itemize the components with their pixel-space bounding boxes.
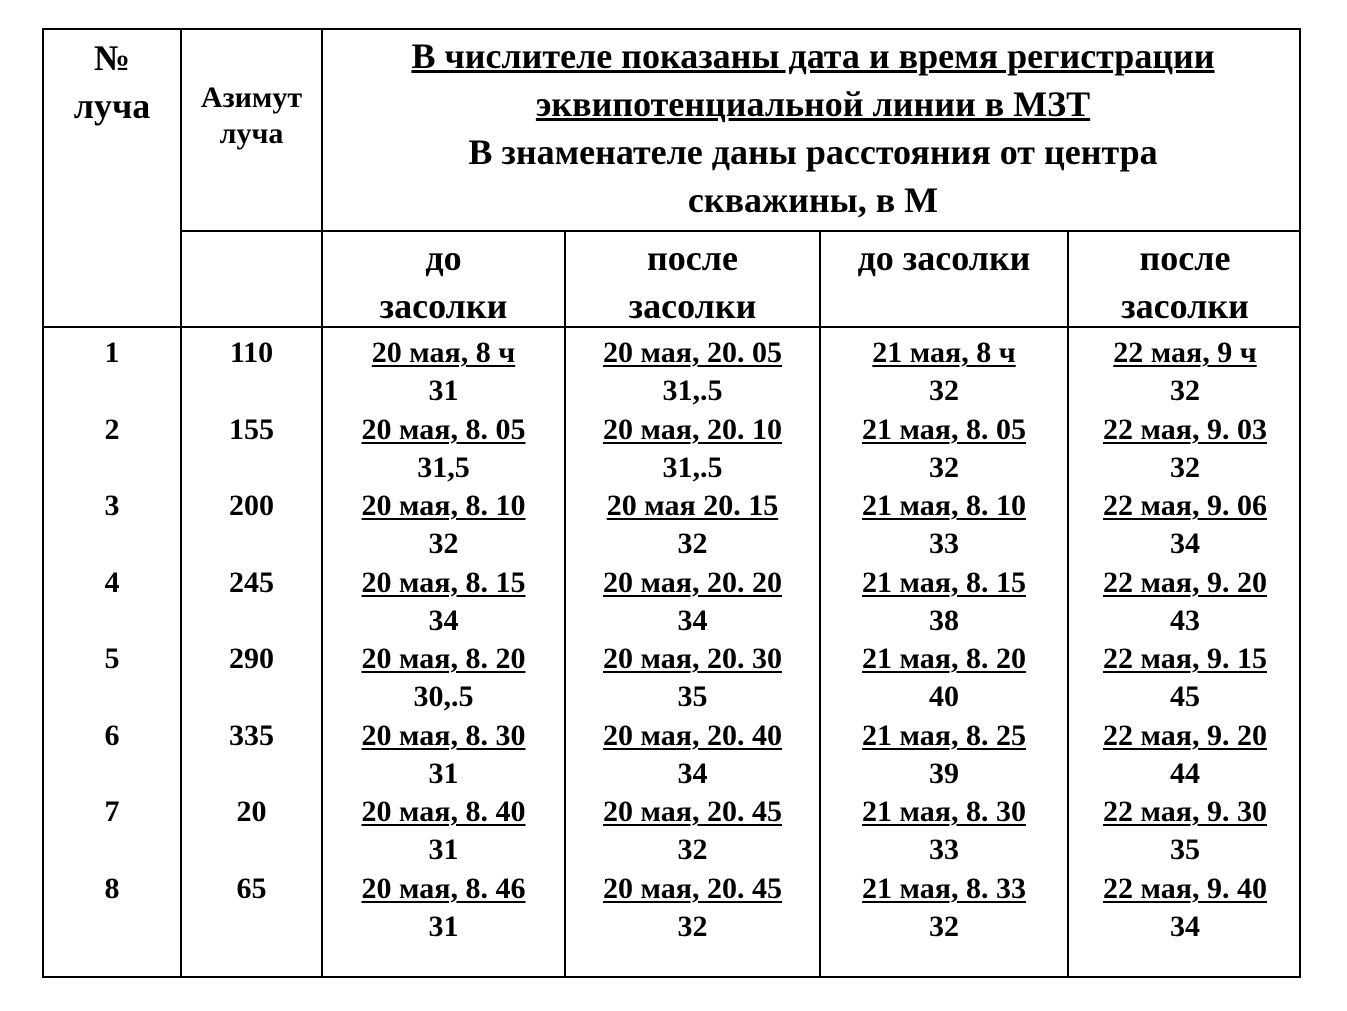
cell-numerator-datetime: 20 мая, 8. 40	[361, 795, 526, 828]
subheader-line: до	[425, 238, 462, 278]
row-azimuth: 245	[229, 565, 274, 599]
cell-numerator-datetime: 21 мая, 8. 33	[862, 871, 1026, 905]
header-title	[323, 32, 1303, 224]
row-azimuth: 335	[229, 718, 274, 752]
cell-denominator-distance: 32	[677, 527, 708, 560]
header-azimuth-line2: луча	[219, 117, 284, 150]
cell-numerator-datetime: 20 мая, 20. 10	[603, 412, 782, 446]
cell-denominator-distance: 32	[428, 527, 459, 560]
fraction-cell	[821, 717, 1067, 793]
fraction-cell	[323, 793, 564, 869]
fraction-cell	[1069, 411, 1301, 487]
cell-denominator-distance: 34	[1170, 527, 1200, 560]
subheader-line: до засолки	[857, 238, 1031, 278]
fraction-cell	[566, 334, 819, 410]
subheader-line: засолки	[628, 286, 757, 326]
subheader-line: после	[647, 238, 738, 278]
cell-numerator-datetime: 20 мая 20. 15	[606, 489, 779, 522]
cell-numerator-datetime: 22 мая, 9. 20	[1103, 718, 1267, 752]
cell-numerator-datetime: 21 мая, 8. 10	[862, 489, 1026, 522]
cell-denominator-distance: 32	[929, 450, 959, 484]
fraction-cell	[566, 411, 819, 487]
fraction-cell	[821, 870, 1067, 946]
title-line3: В знаменателе даны расстояния от центра	[468, 132, 1158, 172]
cell-numerator-datetime: 20 мая, 8. 05	[361, 412, 526, 446]
row-azimuth: 290	[229, 642, 274, 675]
subheader-line: после	[1139, 238, 1231, 278]
row-number: 1	[104, 336, 120, 369]
cell-numerator-datetime: 22 мая, 9. 06	[1103, 489, 1267, 522]
cell-numerator-datetime: 21 мая, 8. 05	[862, 412, 1026, 446]
subheader-after-1	[566, 234, 819, 330]
fraction-cell	[821, 793, 1067, 869]
cell-denominator-distance: 35	[677, 680, 708, 713]
title-line1: В числителе показаны дата и время регистрации	[411, 36, 1215, 76]
cell-numerator-datetime: 20 мая, 20. 45	[603, 871, 782, 905]
cell-denominator-distance: 31	[428, 756, 459, 790]
cell-numerator-datetime: 21 мая, 8. 25	[862, 718, 1026, 752]
row-number: 3	[104, 489, 120, 522]
cell-denominator-distance: 33	[929, 833, 959, 866]
row-divider	[180, 230, 1299, 232]
fraction-cell	[323, 564, 564, 640]
row-number: 8	[104, 871, 120, 905]
subheader-line: засолки	[1121, 286, 1249, 326]
title-line2: эквипотенциальной линии в МЗТ	[535, 84, 1091, 124]
cell-numerator-datetime: 20 мая, 8. 46	[361, 871, 526, 905]
fraction-cell	[1069, 717, 1301, 793]
cell-numerator-datetime: 20 мая, 20. 45	[603, 795, 782, 828]
cell-numerator-datetime: 21 мая, 8. 30	[862, 795, 1026, 828]
cell-denominator-distance: 31	[428, 909, 459, 943]
cell-denominator-distance: 31	[428, 374, 459, 407]
cell-denominator-distance: 31,.5	[662, 450, 723, 484]
cell-numerator-datetime: 22 мая, 9. 30	[1103, 795, 1267, 828]
cell-numerator-datetime: 20 мая, 20. 05	[603, 336, 782, 369]
cell-numerator-datetime: 21 мая, 8. 20	[862, 642, 1026, 675]
cell-denominator-distance: 32	[677, 833, 708, 866]
fraction-cell	[1069, 870, 1301, 946]
fraction-cell	[821, 487, 1067, 563]
fraction-cell	[1069, 564, 1301, 640]
fraction-cell	[1069, 640, 1301, 716]
fraction-cell	[566, 870, 819, 946]
cell-denominator-distance: 40	[929, 680, 959, 713]
cell-denominator-distance: 43	[1170, 603, 1200, 637]
cell-numerator-datetime: 22 мая, 9 ч	[1113, 336, 1257, 369]
cell-numerator-datetime: 20 мая, 20. 30	[603, 642, 782, 675]
cell-numerator-datetime: 22 мая, 9. 03	[1103, 412, 1267, 446]
cell-numerator-datetime: 21 мая, 8. 15	[862, 565, 1026, 599]
fraction-cell	[821, 564, 1067, 640]
cell-denominator-distance: 32	[1170, 374, 1200, 407]
cell-denominator-distance: 35	[1170, 833, 1200, 866]
row-azimuth: 65	[236, 871, 267, 905]
fraction-cell	[566, 640, 819, 716]
cell-numerator-datetime: 20 мая, 20. 20	[603, 565, 782, 599]
title-line4: скважины, в М	[687, 180, 939, 220]
fraction-cell	[323, 487, 564, 563]
cell-denominator-distance: 34	[1170, 909, 1200, 943]
cell-numerator-datetime: 20 мая, 8. 10	[361, 489, 526, 522]
cell-denominator-distance: 31,5	[417, 450, 470, 484]
row-azimuth: 110	[229, 336, 274, 369]
cell-denominator-distance: 33	[929, 527, 959, 560]
data-table	[42, 28, 1301, 978]
cell-numerator-datetime: 20 мая, 20. 40	[603, 718, 782, 752]
fraction-cell	[1069, 793, 1301, 869]
cell-numerator-datetime: 20 мая, 8 ч	[371, 336, 516, 369]
cell-denominator-distance: 34	[677, 756, 708, 790]
fraction-cell	[323, 870, 564, 946]
subheader-before-1	[323, 234, 564, 330]
cell-numerator-datetime: 22 мая, 9. 20	[1103, 565, 1267, 599]
fraction-cell	[821, 411, 1067, 487]
header-ray-number-line2: луча	[73, 86, 151, 126]
fraction-cell	[323, 411, 564, 487]
row-number: 6	[104, 718, 120, 752]
cell-denominator-distance: 32	[1170, 450, 1200, 484]
fraction-cell	[1069, 487, 1301, 563]
cell-denominator-distance: 31	[428, 833, 459, 866]
cell-denominator-distance: 39	[929, 756, 959, 790]
fraction-cell	[821, 334, 1067, 410]
fraction-cell	[566, 717, 819, 793]
cell-denominator-distance: 38	[929, 603, 959, 637]
cell-denominator-distance: 34	[428, 603, 459, 637]
fraction-cell	[323, 717, 564, 793]
cell-denominator-distance: 31,.5	[662, 374, 723, 407]
subheader-line: засолки	[379, 286, 508, 326]
subheader-after-2	[1069, 234, 1301, 330]
cell-denominator-distance: 32	[929, 374, 959, 407]
cell-denominator-distance: 30,.5	[413, 680, 474, 713]
row-number: 4	[104, 565, 120, 599]
row-azimuth: 200	[229, 489, 274, 522]
row-number: 2	[104, 412, 120, 446]
fraction-cell	[323, 334, 564, 410]
fraction-cell	[566, 487, 819, 563]
fraction-cell	[323, 640, 564, 716]
fraction-cell	[566, 793, 819, 869]
subheader-before-2	[821, 234, 1067, 282]
fraction-cell	[1069, 334, 1301, 410]
cell-denominator-distance: 44	[1170, 756, 1200, 790]
cell-numerator-datetime: 20 мая, 8. 30	[361, 718, 526, 752]
header-ray-number-line1: №	[93, 38, 131, 78]
row-azimuth: 20	[236, 795, 267, 828]
fraction-cell	[821, 640, 1067, 716]
cell-numerator-datetime: 21 мая, 8 ч	[872, 336, 1016, 369]
row-azimuth: 155	[229, 412, 274, 446]
cell-denominator-distance: 32	[677, 909, 708, 943]
row-number: 7	[104, 795, 120, 828]
header-azimuth-line1: Азимут	[200, 81, 303, 114]
cell-denominator-distance: 34	[677, 603, 708, 637]
cell-numerator-datetime: 22 мая, 9. 15	[1103, 642, 1267, 675]
cell-numerator-datetime: 20 мая, 8. 20	[361, 642, 526, 675]
cell-denominator-distance: 45	[1170, 680, 1200, 713]
fraction-cell	[566, 564, 819, 640]
cell-denominator-distance: 32	[929, 909, 959, 943]
header-ray-number	[44, 34, 180, 130]
cell-numerator-datetime: 20 мая, 8. 15	[361, 565, 526, 599]
row-number: 5	[104, 642, 120, 675]
header-azimuth	[182, 80, 321, 152]
cell-numerator-datetime: 22 мая, 9. 40	[1103, 871, 1267, 905]
